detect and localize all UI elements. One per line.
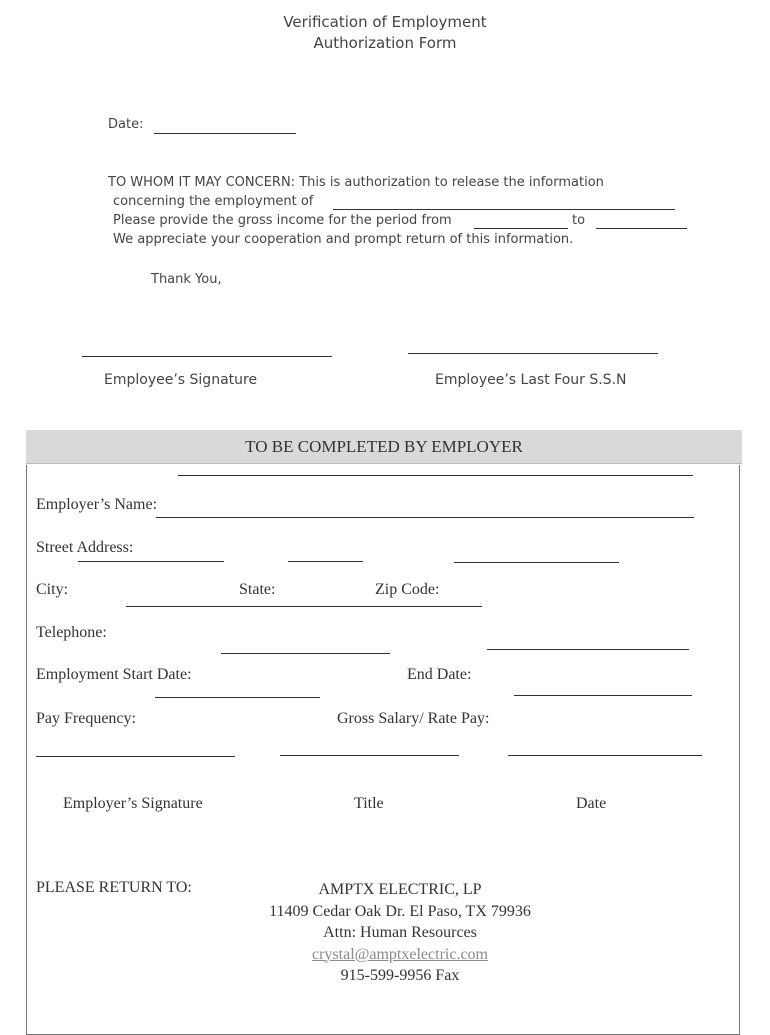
zip-label: Zip Code: xyxy=(375,581,440,598)
start-date-label: Employment Start Date: xyxy=(36,666,192,683)
letter-line-1: TO WHOM IT MAY CONCERN: This is authorization to release the information xyxy=(108,175,604,190)
telephone-field[interactable] xyxy=(221,653,390,654)
street-address-field-1[interactable] xyxy=(78,561,224,562)
title-line-2: Authorization Form xyxy=(313,34,457,52)
end-date-label: End Date: xyxy=(407,666,472,683)
title-line-1: Verification of Employment xyxy=(283,13,487,31)
company-fax: 915-599-9956 Fax xyxy=(340,967,460,984)
letter-line-3b: to xyxy=(572,213,586,228)
telephone-label: Telephone: xyxy=(36,624,107,641)
street-address-label: Street Address: xyxy=(36,539,134,556)
date-label-employer: Date xyxy=(576,795,607,812)
employer-name-field[interactable] xyxy=(156,517,694,518)
employer-section-banner: TO BE COMPLETED BY EMPLOYER xyxy=(26,430,742,464)
pay-frequency-label: Pay Frequency: xyxy=(36,710,136,727)
end-date-field[interactable] xyxy=(514,695,692,696)
period-from-field[interactable] xyxy=(474,228,568,229)
return-address-block xyxy=(200,879,600,987)
letter-line-3a: Please provide the gross income for the period from xyxy=(113,213,452,228)
date-label: Date: xyxy=(108,117,144,132)
email-link[interactable]: crystal@amptxelectric.com xyxy=(312,945,488,963)
period-to-field[interactable] xyxy=(596,228,687,229)
employee-ssn-label: Employee’s Last Four S.S.N xyxy=(435,372,627,388)
telephone-extra-field[interactable] xyxy=(487,649,689,650)
start-date-field[interactable] xyxy=(155,697,320,698)
title-label: Title xyxy=(354,795,384,812)
state-label: State: xyxy=(239,581,276,598)
letter-line-4: We appreciate your cooperation and prompt return of this information. xyxy=(113,232,574,247)
employer-name-label: Employer’s Name: xyxy=(36,496,158,513)
date-line[interactable] xyxy=(508,755,702,756)
thank-you: Thank You, xyxy=(151,272,222,287)
employer-signature-line[interactable] xyxy=(36,756,235,757)
employee-name-field[interactable] xyxy=(333,209,675,210)
employee-signature-line[interactable] xyxy=(82,356,332,357)
company-attn: Attn: Human Resources xyxy=(323,924,477,941)
form-title xyxy=(0,12,770,54)
employer-signature-label: Employer’s Signature xyxy=(63,795,203,812)
return-to-label: PLEASE RETURN TO: xyxy=(36,879,192,896)
letter-line-2: concerning the employment of xyxy=(113,194,314,209)
street-address-field-3[interactable] xyxy=(454,562,619,563)
employee-ssn-line[interactable] xyxy=(408,353,658,354)
company-name: AMPTX ELECTRIC, LP xyxy=(318,881,482,898)
date-field[interactable] xyxy=(154,133,296,134)
employee-signature-label: Employee’s Signature xyxy=(104,372,258,388)
company-address: 11409 Cedar Oak Dr. El Paso, TX 79936 xyxy=(269,902,531,920)
street-address-field-2[interactable] xyxy=(288,561,363,562)
gross-salary-label: Gross Salary/ Rate Pay: xyxy=(337,710,490,727)
employer-top-line[interactable] xyxy=(178,475,693,476)
title-line[interactable] xyxy=(280,755,459,756)
city-label: City: xyxy=(36,581,69,598)
city-state-zip-field[interactable] xyxy=(126,606,482,607)
